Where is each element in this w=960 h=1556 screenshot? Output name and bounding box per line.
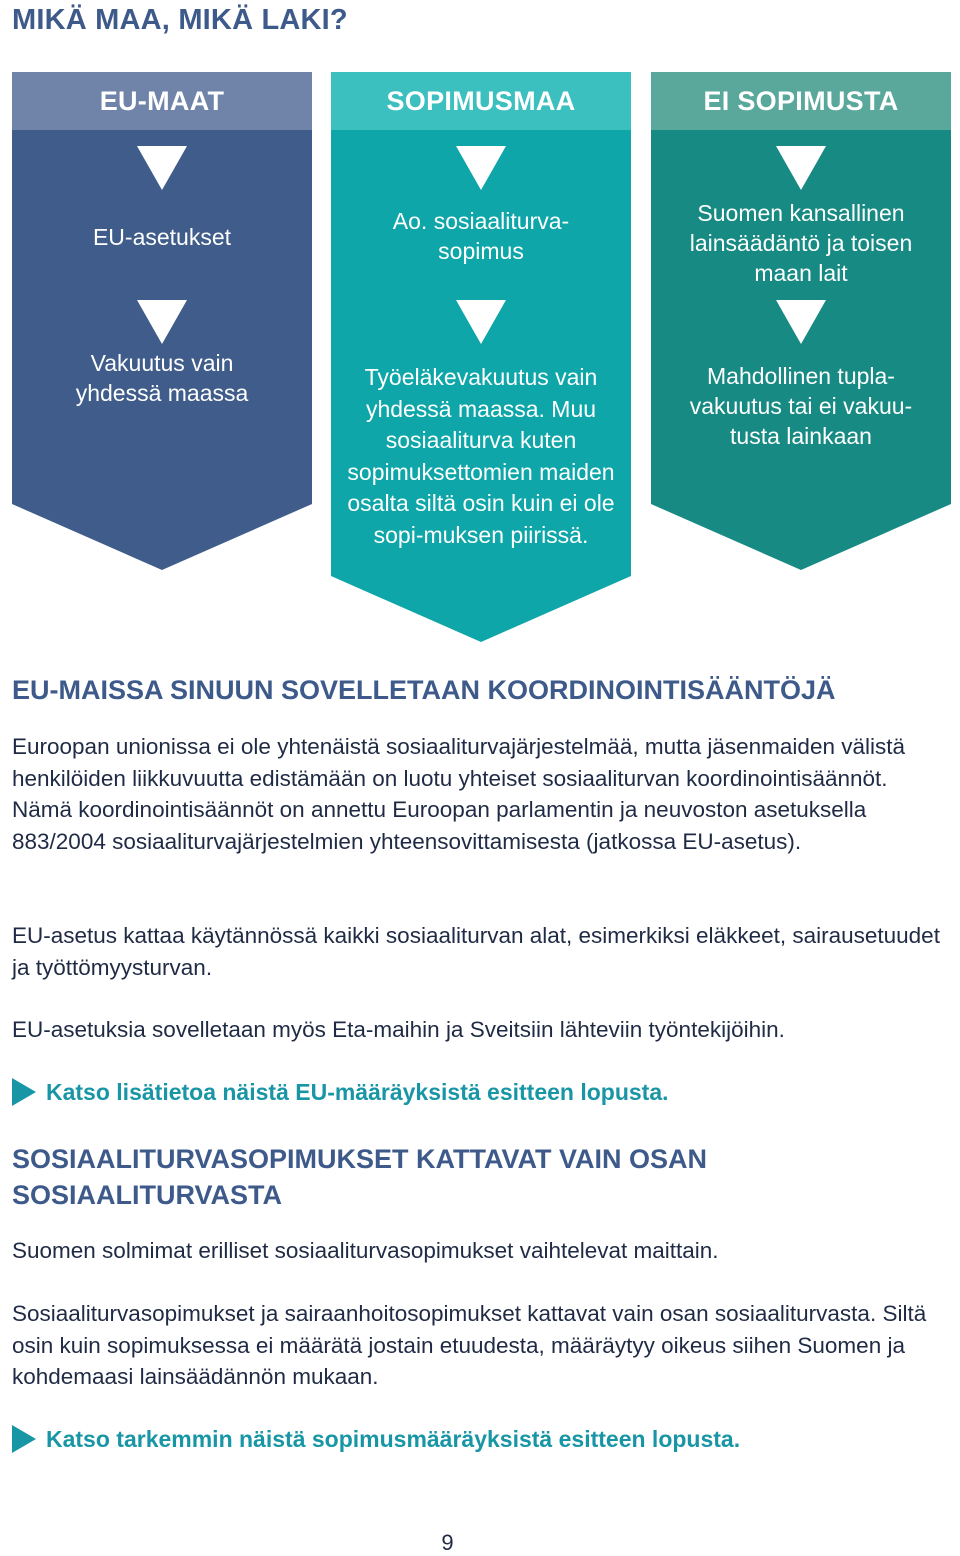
eu-more-info-link-text: Katso lisätietoa näistä EU-määräyksistä esitteen lopusta. (46, 1078, 669, 1105)
down-arrow-icon (456, 300, 506, 344)
section-eu-paragraph-1: Euroopan unionissa ei ole yhtenäistä sosiaaliturvajärjestelmää, mutta jäsenmaiden välistä henkilöiden liikkuvuutta edistämään on luotu yhteiset sosiaaliturvan koordinointisäännöt. Nämä koordinointisäännöt on annettu Euroopan parlamentin ja neuvoston asetuksella 883/2004 sosiaaliturvajärjestelmien yhteensovittamisesta (jatkossa EU-asetus). (12, 734, 906, 854)
section-heading-agreements-line2: SOSIAALITURVASTA (12, 1180, 283, 1210)
page-number: 9 (441, 1530, 454, 1555)
column-ei-sopimusta-step2: Mahdollinen tupla-vakuutus tai ei vakuu-tusta lainkaan (689, 363, 913, 449)
play-arrow-icon (12, 1078, 36, 1106)
section-heading-agreements (12, 1141, 707, 1213)
down-arrow-icon (137, 146, 187, 190)
column-sopimusmaa-step2: Työeläkevakuutus vain yhdessä maassa. Muu sosiaaliturva kuten sopimuksettomien maiden osalta siltä osin kuin ei ole sopi-muksen piirissä. (347, 364, 615, 548)
column-sopimusmaa (331, 72, 631, 644)
down-arrow-icon (776, 146, 826, 190)
agreements-more-info-link[interactable] (12, 1425, 740, 1453)
section-heading-eu: EU-MAISSA SINUUN SOVELLETAAN KOORDINOINTISÄÄNTÖJÄ (12, 675, 836, 705)
section-agreements-paragraph-1: Suomen solmimat erilliset sosiaaliturvasopimukset vaihtelevat maittain. (12, 1238, 719, 1263)
column-ei-sopimusta (651, 72, 951, 572)
column-eu-maat-header: EU-MAAT (99, 85, 225, 116)
section-eu-paragraph-2: EU-asetus kattaa käytännössä kaikki sosiaaliturvan alat, esimerkiksi eläkkeet, sairausetuudet ja työttömyysturvan. (12, 923, 940, 980)
page-title: MIKÄ MAA, MIKÄ LAKI? (12, 4, 348, 36)
column-ei-sopimusta-header: EI SOPIMUSTA (703, 85, 899, 116)
section-heading-agreements-line1: SOSIAALITURVASOPIMUKSET KATTAVAT VAIN OSAN (12, 1144, 708, 1174)
column-sopimusmaa-header: SOPIMUSMAA (386, 85, 576, 116)
column-eu-maat (12, 72, 312, 572)
section-agreements-paragraph-2: Sosiaaliturvasopimukset ja sairaanhoitosopimukset kattavat vain osan sosiaaliturvasta. Siltä osin kuin sopimuksessa ei määrätä jostain etuudesta, määräytyy oikeus siihen Suomen ja kohdemaasi lainsäädännön mukaan. (12, 1301, 927, 1389)
column-eu-maat-step2: Vakuutus vain yhdessä maassa (75, 350, 249, 406)
down-arrow-icon (456, 146, 506, 190)
section-eu-paragraph-3: EU-asetuksia sovelletaan myös Eta-maihin ja Sveitsiin lähteviin työntekijöihin. (12, 1017, 785, 1042)
agreements-more-info-link-text: Katso tarkemmin näistä sopimusmääräyksistä esitteen lopusta. (46, 1425, 741, 1452)
column-eu-maat-step1: EU-asetukset (92, 224, 232, 250)
play-arrow-icon (12, 1425, 36, 1453)
column-ei-sopimusta-step1: Suomen kansallinen lainsäädäntö ja toisen maan lait (689, 200, 913, 286)
down-arrow-icon (776, 300, 826, 344)
down-arrow-icon (137, 300, 187, 344)
eu-more-info-link[interactable] (12, 1078, 669, 1106)
column-sopimusmaa-step1: Ao. sosiaaliturva-sopimus (392, 208, 570, 264)
